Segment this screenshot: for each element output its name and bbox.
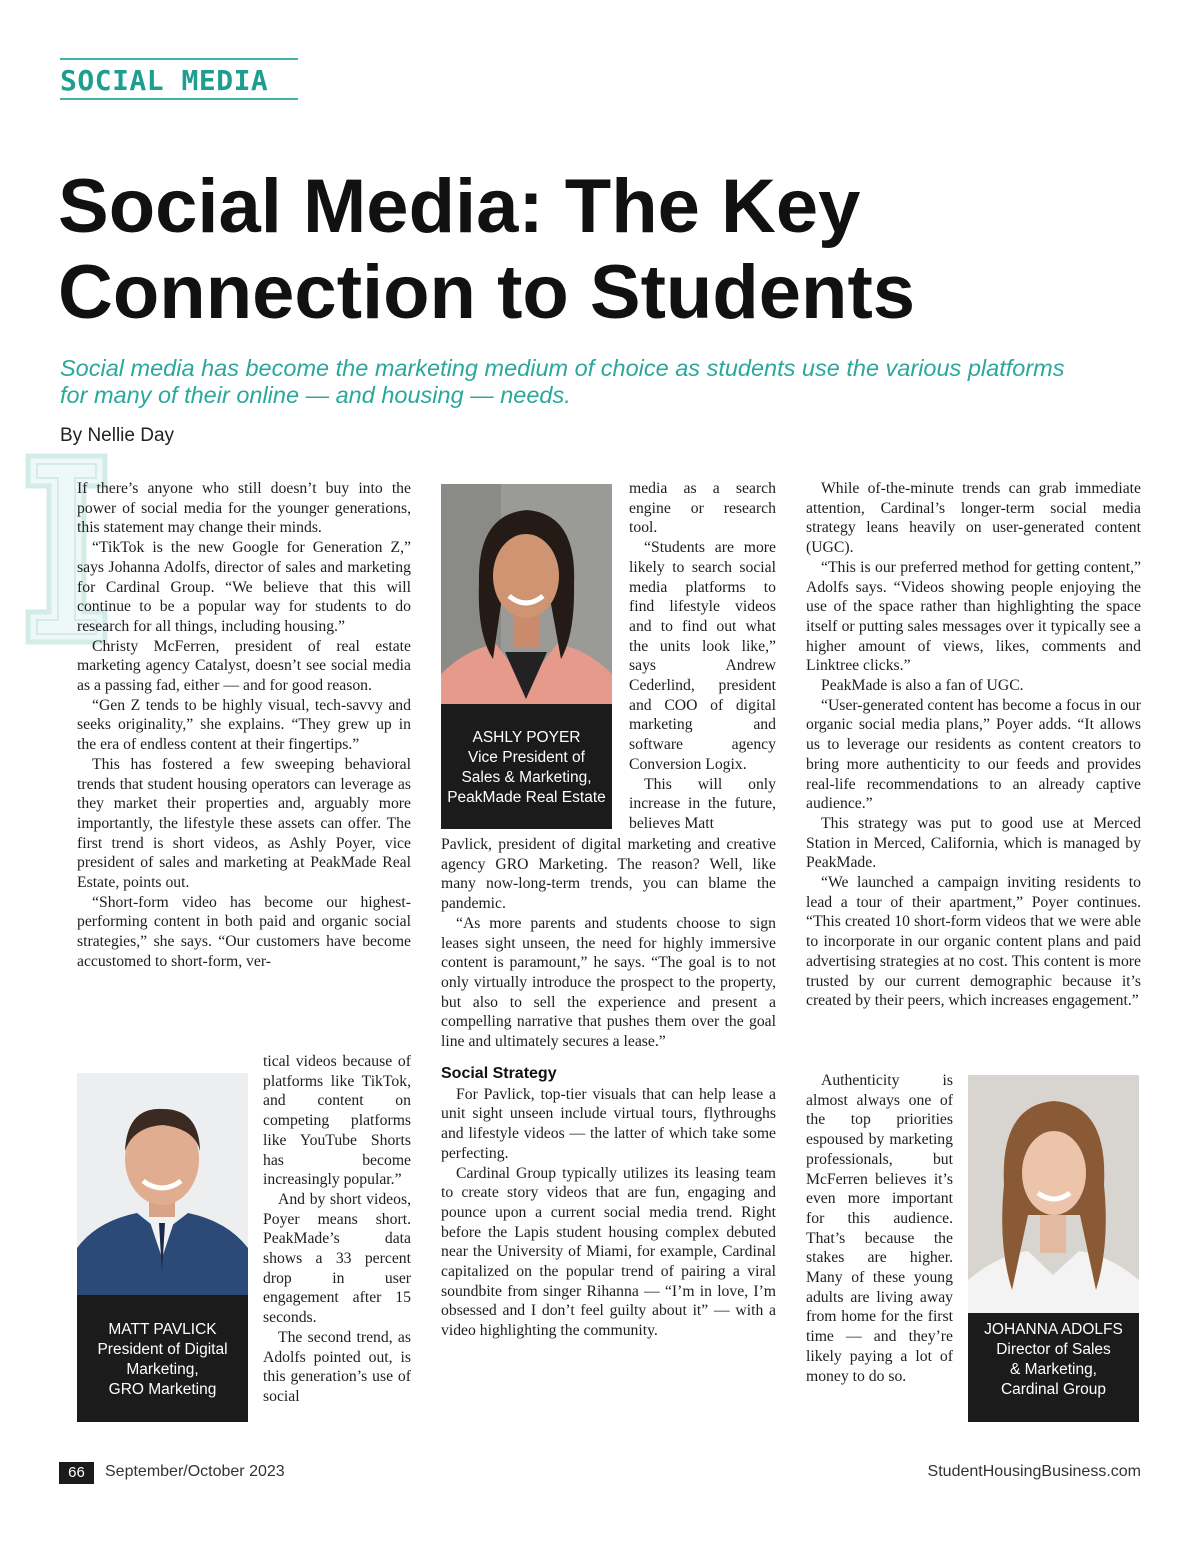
paragraph: “We launched a campaign inviting residents to lead a tour of their apartment,” Poyer continues. “This created 10 short-form videos that we were able to incorporate in our organic content plans and paid advertising strategies at no cost. This content is more trusted by our current demographic because it’s created by their peers, which increases engagement.”: [806, 874, 1141, 1010]
paragraph: tical videos because of platforms like TikTok, and content on competing platforms like YouTube Shorts has become increasingly popular.”: [263, 1053, 411, 1189]
paragraph: “User-generated content has become a focus in our organic social media plans,” Poyer adds. “It allows us to leverage our residents as content creators to bring more authenticity to our feeds and provides real-life recommendations to an already captive audience.”: [806, 696, 1141, 813]
adolfs-photo: [968, 1075, 1139, 1313]
caption-line: Marketing,: [126, 1361, 199, 1378]
caption-name: JOHANNA ADOLFS: [984, 1321, 1123, 1338]
caption-line: PeakMade Real Estate: [447, 789, 606, 806]
caption-line: Vice President of: [468, 749, 585, 766]
paragraph: If there’s anyone who still doesn’t buy into the power of social media for the younger generations, this statement may change their minds.: [77, 480, 411, 537]
deck-line-2: for many of their online — and housing — needs.: [60, 382, 571, 408]
caption-line: President of Digital: [97, 1341, 228, 1358]
article-deck: [60, 355, 1160, 409]
caption-line: GRO Marketing: [108, 1381, 217, 1398]
pavlick-photo: [77, 1073, 248, 1295]
section-rule-bottom: [60, 98, 298, 100]
paragraph: This will only increase in the future, believes Matt: [629, 775, 776, 832]
article-title: [58, 164, 1158, 336]
body-column-3: [806, 479, 1141, 1011]
pavlick-portrait-illustration: [77, 1073, 248, 1295]
paragraph: Pavlick, president of digital marketing and creative agency GRO Marketing. The reason? Well, like many now-long-term trends, you can blame the pandemic.: [441, 836, 776, 913]
caption-name: ASHLY POYER: [472, 729, 581, 746]
caption-line: & Marketing,: [1009, 1361, 1097, 1378]
paragraph: “As more parents and students choose to sign leases sight unseen, the need for highly immersive content is paramount,” he says. “The goal is to not only virtually introduce the prospect to the property, but also to sell the experience and present a compelling narrative that pushes them over the goal line and ultimately secures a lease.”: [441, 914, 776, 1051]
title-line-2: Connection to Students: [58, 250, 916, 335]
paragraph: Christy McFerren, president of real estate marketing agency Catalyst, doesn’t see social media as a passing fad, either — and for good reason.: [77, 637, 411, 695]
caption-name: MATT PAVLICK: [108, 1321, 217, 1338]
paragraph: This has fostered a few sweeping behavioral trends that student housing operators can leverage as they market their properties and, arguably more importantly, the lifestyle these assets can offer. The first trend is short videos, as Ashly Poyer, vice president of sales and marketing at PeakMade Real Estate, points out.: [77, 755, 411, 892]
paragraph: Authenticity is almost always one of the top priorities espoused by marketing professionals, but McFerren believes it’s even more important for this audience. That’s because the stakes are higher. Many of these young adults are living away from home for the first time — and they’re likely paying a lot of money to do so.: [806, 1072, 953, 1385]
adolfs-caption: [968, 1313, 1139, 1422]
caption-line: Sales & Marketing,: [461, 769, 592, 786]
paragraph: “Students are more likely to search social media platforms to find lifestyle videos and to find out what the units look like,” says Andrew Cederlind, president and COO of digital marketing and software agency Conversion Logix.: [629, 539, 776, 773]
pavlick-caption: [77, 1295, 248, 1422]
issue-date: September/October 2023: [105, 1463, 285, 1480]
caption-line: Director of Sales: [996, 1341, 1111, 1358]
paragraph: Cardinal Group typically utilizes its leasing team to create story videos that are fun, engaging and pounce upon a current social media trend. Right before the Lapis student housing complex debuted near the University of Miami, for example, Cardinal capitalized on the popular trend of pairing a viral soundbite from singer Rihanna — “I’m in love, I’m obsessed and I don’t feel guilty about it” — with a video highlighting the community.: [441, 1164, 776, 1340]
section-label: SOCIAL MEDIA: [60, 64, 269, 97]
paragraph: For Pavlick, top-tier visuals that can help lease a unit sight unseen include virtual tours, flythroughs and lifestyle videos — the latter of which take some perfecting.: [441, 1085, 776, 1162]
byline: By Nellie Day: [60, 425, 175, 446]
paragraph: “Gen Z tends to be highly visual, tech-savvy and seeks originality,” she explains. “They grew up in the era of endless content at their fingertips.”: [77, 696, 411, 754]
paragraph: The second trend, as Adolfs pointed out, is this generation’s use of social: [263, 1328, 411, 1405]
caption-line: Cardinal Group: [1000, 1381, 1107, 1398]
adolfs-portrait-illustration: [968, 1075, 1139, 1313]
title-line-1: Social Media: The Key: [58, 164, 861, 249]
page-number: 66: [59, 1462, 94, 1484]
publication-site: StudentHousingBusiness.com: [927, 1463, 1141, 1480]
paragraph: PeakMade is also a fan of UGC.: [821, 677, 1024, 695]
body-column-2-continued: [441, 835, 776, 1341]
body-column-1: [77, 479, 411, 972]
paragraph: “Short-form video has become our highest-performing content in both paid and organic social strategies,” she says. “Our customers have become accustomed to short-form, ver-: [77, 893, 411, 970]
subhead: Social Strategy: [441, 1064, 557, 1082]
paragraph: “This is our preferred method for getting content,” Adolfs says. “Videos showing people enjoying the use of the space rather than highlighting the space itself or putting sales messages over it typically see a higher amount of views, likes, comments and Linktree clicks.”: [806, 558, 1141, 675]
paragraph: And by short videos, Poyer means short. PeakMade’s data shows a 33 percent drop in user engagement after 15 seconds.: [263, 1190, 411, 1327]
poyer-caption: [441, 704, 612, 829]
poyer-portrait-illustration: [441, 484, 612, 704]
body-column-1-continued: [263, 1052, 411, 1407]
paragraph: While of-the-minute trends can grab immediate attention, Cardinal’s longer-term social media strategy leans heavily on user-generated content (UGC).: [806, 480, 1141, 557]
body-column-2: [629, 479, 776, 834]
paragraph: media as a search engine or research tool.: [629, 480, 776, 537]
poyer-photo: [441, 484, 612, 704]
body-column-3-continued: [806, 1071, 953, 1386]
paragraph: This strategy was put to good use at Merced Station in Merced, California, which is managed by PeakMade.: [806, 814, 1141, 872]
paragraph: “TikTok is the new Google for Generation Z,” says Johanna Adolfs, director of sales and marketing for Cardinal Group. “We believe that this will continue to be a popular way for students to do research for all things, including housing.”: [77, 539, 411, 635]
deck-line-1: Social media has become the marketing medium of choice as students use the various platforms: [60, 355, 1065, 381]
section-rule-top: [60, 58, 298, 60]
